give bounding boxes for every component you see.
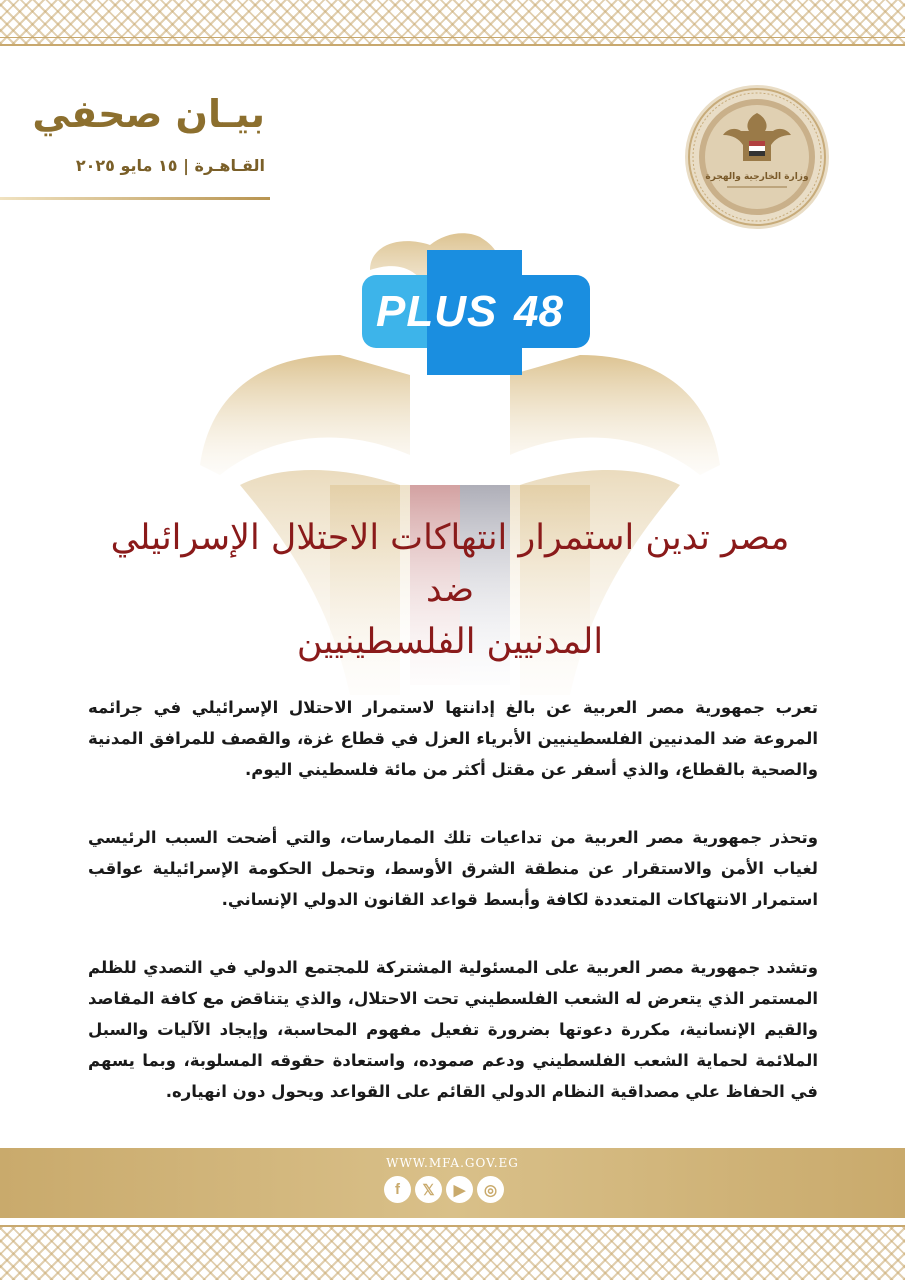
statement-body xyxy=(88,692,818,1107)
social-links xyxy=(384,1176,514,1206)
paragraph-2: وتحذر جمهورية مصر العربية من تداعيات تلك الممارسات، والتي أضحت السبب الرئيسي لغياب الأمن والاستقرار عن منطقة الشرق الأوسط، وتحمل الحكومة الإسرائيلية عواقب استمرار الانتهاكات المتعددة لكافة وأبسط قواعد القانون الدولي الإنساني. xyxy=(88,828,818,909)
headline-line-1: مصر تدين استمرار انتهاكات الاحتلال الإسرائيلي ضد xyxy=(110,518,790,610)
ministry-seal-logo xyxy=(683,83,831,231)
paragraph-3: وتشدد جمهورية مصر العربية على المسئولية المشتركة للمجتمع الدولي في التصدي للظلم المستمر الذي يتعرض له الشعب الفلسطيني تحت الاحتلال، والذي يتناقض مع كافة المقاصد والقيم الإنسانية، مكررة دعوتها بضرورة تفعيل مفهوم المحاسبة، وإيجاد الآليات والسبل الملائمة لحماية الشعب الفلسطيني ودعم صموده، واستعادة حقوقه المسلوبة، وبما يسهم في الحفاظ علي مصداقية النظام الدولي القائم على القواعد ويحول دون انهياره. xyxy=(88,958,818,1101)
x-icon[interactable]: 𝕏 xyxy=(415,1176,442,1203)
instagram-icon[interactable]: ◎ xyxy=(477,1176,504,1203)
seal-text: وزارة الخارجية والهجرة xyxy=(705,172,809,182)
headline-line-2: المدنيين الفلسطينيين xyxy=(296,622,604,662)
plus-logo-brand: PLUS xyxy=(376,287,498,336)
paragraph-1: تعرب جمهورية مصر العربية عن بالغ إدانتها لاستمرار الاحتلال الإسرائيلي في جرائمه المروعة ضد المدنيين الفلسطينيين الأبرياء العزل في قطاع غزة، والقصف للمرافق المدنية والصحية بالقطاع، والذي أسفر عن مقتل أكثر من مائة فلسطيني اليوم. xyxy=(88,698,818,779)
youtube-icon[interactable]: ▶ xyxy=(446,1176,473,1203)
top-decorative-border xyxy=(0,0,905,46)
headline xyxy=(100,512,800,668)
press-release-date: القـاهـرة | ١٥ مايو ٢٠٢٥ xyxy=(75,156,265,175)
website-url[interactable]: WWW.MFA.GOV.EG xyxy=(386,1156,519,1170)
footer-band xyxy=(0,1148,905,1218)
title-underline xyxy=(0,197,270,200)
plus-logo-number: 48 xyxy=(514,287,563,336)
plus48-watermark-logo xyxy=(362,250,590,375)
bottom-decorative-border xyxy=(0,1225,905,1280)
facebook-icon[interactable]: f xyxy=(384,1176,411,1203)
press-release-title: بيـان صحفي xyxy=(32,92,265,136)
